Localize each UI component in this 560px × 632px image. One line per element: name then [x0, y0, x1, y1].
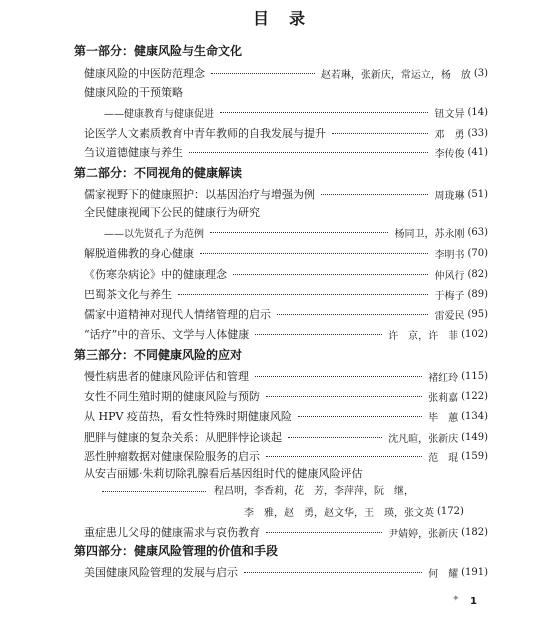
dot-leader: [266, 396, 422, 397]
entry-page: (14): [467, 106, 488, 118]
page-number: 1: [470, 596, 477, 607]
dot-leader: [266, 532, 382, 533]
entry-authors-line: [102, 482, 414, 502]
entry-title: 恶性肿瘤数据对健康保险服务的启示: [84, 450, 260, 463]
entry-authors: 邓 勇: [434, 129, 465, 141]
toc-entry[interactable]: [104, 221, 488, 243]
toc-entry[interactable]: [84, 405, 488, 427]
entry-authors: 周珑琳: [434, 190, 465, 202]
toc-entry[interactable]: [84, 183, 488, 205]
dot-leader: [288, 437, 382, 438]
dot-leader: [102, 491, 206, 492]
dot-leader: [211, 73, 315, 74]
dot-leader: [266, 456, 422, 457]
toc-entry[interactable]: [84, 561, 488, 583]
toc-entry[interactable]: [84, 365, 488, 387]
section-heading: 第一部分：健康风险与生命文化: [74, 44, 243, 58]
entry-title: 《伤寒杂病论》中的健康理念: [84, 268, 227, 281]
entry-page: (182): [461, 526, 488, 538]
toc-entry[interactable]: [104, 101, 488, 123]
entry-title: 巴蜀茶文化与养生: [84, 288, 172, 301]
entry-page: (102): [461, 328, 488, 340]
entry-title: 儒家中道精神对现代人情绪管理的启示: [84, 308, 271, 321]
entry-title: 从 HPV 疫苗热，看女性特殊时期健康风险: [84, 410, 292, 423]
page-title: 目 录: [252, 9, 307, 28]
entry-authors: 于梅子: [434, 290, 465, 302]
entry-page: (41): [467, 146, 488, 158]
toc-entry[interactable]: [84, 283, 488, 305]
toc-entry[interactable]: [84, 263, 488, 285]
dot-leader: [277, 314, 428, 315]
entry-authors: 沈凡暄，张新庆: [388, 433, 459, 445]
entry-authors: 褚红玲: [428, 372, 459, 384]
section-heading: 第三部分：不同健康风险的应对: [74, 348, 243, 362]
entry-authors: 尹婧婷，张新庆: [388, 528, 459, 540]
entry-title[interactable]: 从安吉丽娜·朱莉切除乳腺看后基因组时代的健康风险评估: [84, 467, 363, 480]
entry-authors: 李明书: [434, 249, 465, 261]
section-heading: 第四部分：健康风险管理的价值和手段: [74, 544, 279, 558]
entry-page: (51): [467, 188, 488, 200]
entry-page: (89): [467, 288, 488, 300]
entry-authors: 程昌明，李香莉，花 芳，李萍萍，阮 继，: [214, 486, 414, 497]
dot-leader: [255, 376, 422, 377]
entry-page: (159): [461, 450, 488, 462]
entry-title: 肥胖与健康的复杂关系：从肥胖悖论谈起: [84, 431, 282, 444]
toc-entry[interactable]: [244, 500, 488, 522]
entry-page: (172): [437, 505, 464, 517]
entry-authors: 李传俊: [434, 148, 465, 160]
section-heading: 第二部分：不同视角的健康解读: [74, 166, 243, 180]
dot-leader: [298, 416, 422, 417]
toc-entry[interactable]: [84, 303, 488, 325]
toc-entry[interactable]: [84, 323, 488, 345]
entry-page: (95): [467, 308, 488, 320]
entry-page: (122): [461, 390, 488, 402]
toc-entry[interactable]: [84, 445, 488, 467]
entry-authors: 李 雅，赵 勇，赵文华，王 瑛，张文英: [244, 507, 434, 519]
entry-title: “话疗”中的音乐、文学与人体健康: [84, 328, 250, 341]
entry-title: 女性不同生殖时期的健康风险与预防: [84, 390, 260, 403]
entry-page: (3): [473, 67, 488, 79]
dot-leader: [220, 112, 428, 113]
dot-leader: [200, 253, 428, 254]
dot-leader: [233, 274, 428, 275]
entry-title: 解脱道佛教的身心健康: [84, 247, 194, 260]
entry-title[interactable]: 全民健康视阈下公民的健康行为研究: [84, 206, 260, 219]
entry-title: 慢性病患者的健康风险评估和管理: [84, 370, 249, 383]
entry-title: 美国健康风险管理的发展与启示: [84, 566, 238, 579]
entry-authors: 何 耀: [428, 568, 459, 580]
entry-title: 儒家视野下的健康照护：以基因治疗与增强为例: [84, 188, 315, 201]
entry-authors: 范 琨: [428, 452, 459, 464]
dot-leader: [321, 194, 428, 195]
entry-authors: 赵若琳，张新庆，常运立，杨 放: [320, 69, 471, 81]
entry-title: 重症患儿父母的健康需求与哀伤教育: [84, 526, 260, 539]
dot-leader: [332, 133, 428, 134]
entry-authors: 毕 蕙: [428, 412, 459, 424]
dot-leader: [178, 294, 428, 295]
entry-page: (149): [461, 431, 488, 443]
toc-entry[interactable]: [84, 141, 488, 163]
entry-title: 健康风险的中医防范理念: [84, 67, 205, 80]
dot-leader: [189, 152, 428, 153]
entry-authors: 仲风行: [434, 270, 465, 282]
dot-leader: [210, 232, 388, 233]
entry-subtitle: ——健康教育与健康促进: [104, 108, 214, 120]
entry-page: (134): [461, 410, 488, 422]
dot-leader: [255, 334, 382, 335]
toc-entry[interactable]: [84, 242, 488, 264]
decoration-icon: ✦: [452, 594, 460, 604]
entry-authors: 钮文异: [434, 108, 465, 120]
entry-authors: 雷爱民: [434, 310, 465, 322]
toc-entry[interactable]: [84, 385, 488, 407]
entry-subtitle: ——以先贤孔子为范例: [104, 228, 204, 240]
toc-entry[interactable]: [84, 62, 488, 84]
entry-authors: 张莉嘉: [428, 392, 459, 404]
entry-page: (63): [467, 226, 488, 238]
entry-authors: 许 京，许 菲: [388, 330, 459, 342]
entry-page: (33): [467, 127, 488, 139]
entry-title: 论医学人文素质教育中青年教师的自我发展与提升: [84, 127, 326, 140]
dot-leader: [244, 572, 422, 573]
entry-title[interactable]: 健康风险的干预策略: [84, 86, 183, 99]
entry-page: (82): [467, 268, 488, 280]
entry-page: (191): [461, 566, 488, 578]
entry-page: (115): [461, 370, 488, 382]
entry-authors: 杨同卫，苏永刚: [394, 228, 465, 240]
entry-title: 刍议道德健康与养生: [84, 146, 183, 159]
entry-page: (70): [467, 247, 488, 259]
